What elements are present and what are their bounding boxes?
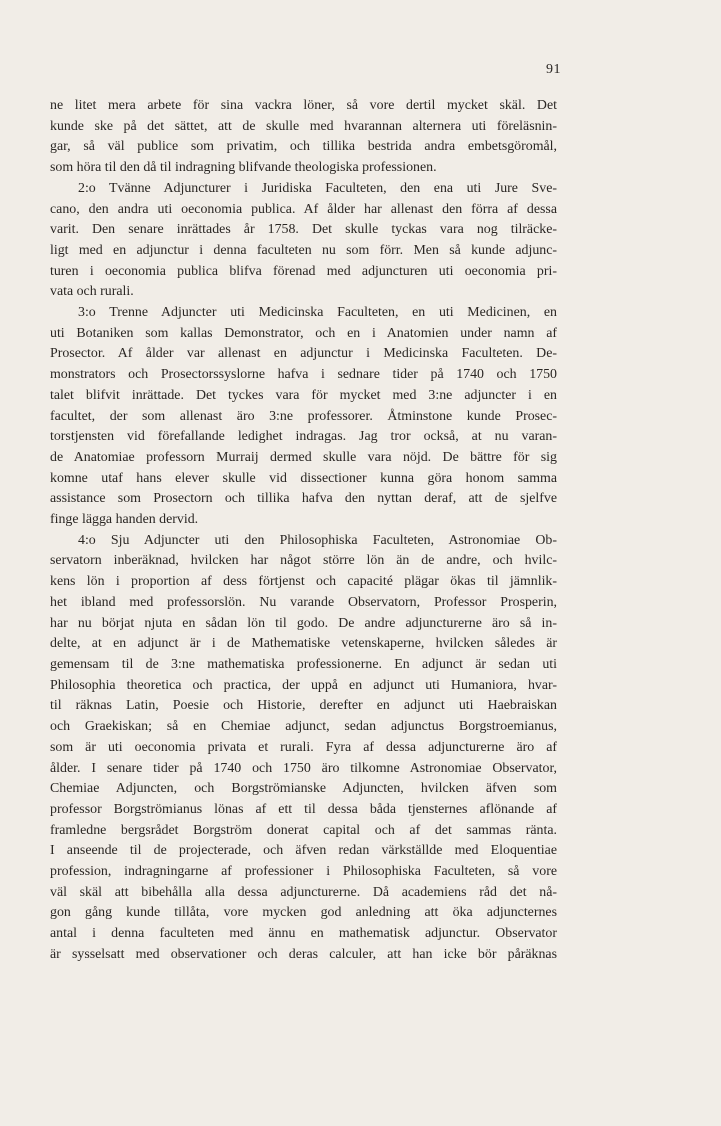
text-line: är sysselsatt med observationer och deras calculer, att han icke bör påräknas (50, 946, 557, 962)
paragraph (50, 531, 557, 966)
text-line: kunde ske på det sättet, att de skulle med hvarannan alternera uti föreläsnin- (50, 118, 557, 134)
paragraph (50, 96, 557, 179)
text-line: I anseende til de projecterade, och äfven redan värkställde med Eloquentiae (50, 843, 557, 859)
text-line: gar, så väl publice som privatim, och tillika bestrida andra embetsgöromål, (50, 139, 557, 155)
text-line: finge lägga handen dervid. (50, 512, 199, 528)
text-line: professor Borgströmianus lönas af ett til dessa båda tjensternes aflönande af (50, 801, 557, 817)
text-line: ligt med en adjunctur i denna faculteten nu som förr. Men så kunde adjunc- (50, 242, 557, 258)
text-line: vata och rurali. (50, 284, 134, 300)
text-line: komne utaf hans elever skulle vid dissectioner kunna göra honom samma (50, 470, 557, 486)
text-line: turen i oeconomia publica blifva förenad med adjuncturen uti oeconomia pri- (50, 263, 557, 279)
text-line: servatorn inberäknad, hvilcken har något större lön än de andre, och hvilc- (50, 553, 557, 569)
text-line: 3:o Trenne Adjuncter uti Medicinska Faculteten, en uti Medicinen, en (78, 305, 557, 321)
text-line: profession, indragningarne af professioner i Philosophiska Faculteten, så vore (50, 864, 557, 880)
text-line: talet blifvit inrättade. Det tyckes vara för mycket med 3:ne adjuncter i en (50, 387, 557, 403)
text-line: 4:o Sju Adjuncter uti den Philosophiska Faculteten, Astronomiae Ob- (78, 532, 557, 548)
text-line: facultet, der som allenast äro 3:ne professorer. Åtminstone kunde Prosec- (50, 408, 557, 424)
text-line: cano, den andra uti oeconomia publica. Af ålder har allenast den förra af dessa (50, 201, 557, 217)
text-line: ålder. I senare tider på 1740 och 1750 äro tilkomne Astronomiae Observator, (50, 760, 557, 776)
text-line: som är uti oeconomia privata et rurali. Fyra af dessa adjuncturerne äro af (50, 739, 557, 755)
text-line: och Graekiskan; så en Chemiae adjunct, sedan adjunctus Borgstroemianus, (50, 719, 557, 735)
text-line: gon gång kunde tillåta, vore mycken god anledning att öka adjuncternes (50, 905, 557, 921)
text-line: de Anatomiae professorn Murraij dermed skulle vara nöjd. De bättre för sig (50, 449, 557, 465)
text-line: til räknas Latin, Poesie och Historie, derefter en adjunct uti Haebraiskan (50, 698, 557, 714)
text-line: 2:o Tvänne Adjuncturer i Juridiska Faculteten, den ena uti Jure Sve- (78, 180, 557, 196)
text-line: väl skäl att bibehålla alla dessa adjuncturerne. Då academiens råd det nå- (50, 884, 557, 900)
page-number: 91 (546, 62, 561, 77)
text-line: Chemiae Adjuncten, och Borgströmianske Adjuncten, hvilcken äfven som (50, 781, 557, 797)
text-line: uti Botaniken som kallas Demonstrator, och en i Anatomien under namn af (50, 325, 557, 341)
text-line: monstrators och Prosectorssyslorne hafva i sednare tider på 1740 och 1750 (50, 367, 557, 383)
text-line: delte, at en adjunct är i de Mathematiske vetenskaperne, hvilcken således är (50, 636, 557, 652)
text-line: Prosector. Af ålder var allenast en adjunctur i Medicinska Faculteten. De- (50, 346, 557, 362)
text-line: assistance som Prosectorn och tillika hafva den nyttan deraf, att de sjelfve (50, 491, 557, 507)
paragraph (50, 179, 557, 303)
text-line: Philosophia theoretica och practica, der uppå en adjunct uti Humaniora, hvar- (50, 677, 557, 693)
text-line: varit. Den senare inrättades år 1758. Det skulle tyckas vara nog tilräcke- (50, 222, 557, 238)
text-line: het ibland med professorslön. Nu varande Observatorn, Professor Prosperin, (50, 594, 557, 610)
text-line: gemensam til de 3:ne mathematiska professionerne. En adjunct är sedan uti (50, 656, 557, 672)
text-line: antal i denna faculteten med ännu en mathematisk adjunctur. Observator (50, 926, 557, 942)
text-line: som höra til den då til indragning blifvande theologiska professionen. (50, 160, 437, 176)
text-line: framledne bergsrådet Borgström donerat capital och af det sammas ränta. (50, 822, 557, 838)
text-line: torstjensten vid förefallande ledighet indragas. Jag tror också, at nu varan- (50, 429, 557, 445)
body-text (50, 96, 557, 966)
text-line: har nu börjat njuta en sådan lön til godo. De andre adjuncturerne äro så in- (50, 615, 557, 631)
paragraph (50, 303, 557, 531)
text-line: ne litet mera arbete för sina vackra löner, så vore dertil mycket skäl. Det (50, 98, 557, 113)
text-line: kens lön i proportion af dess förtjenst och capacité plägar ökas til jämnlik- (50, 574, 557, 590)
